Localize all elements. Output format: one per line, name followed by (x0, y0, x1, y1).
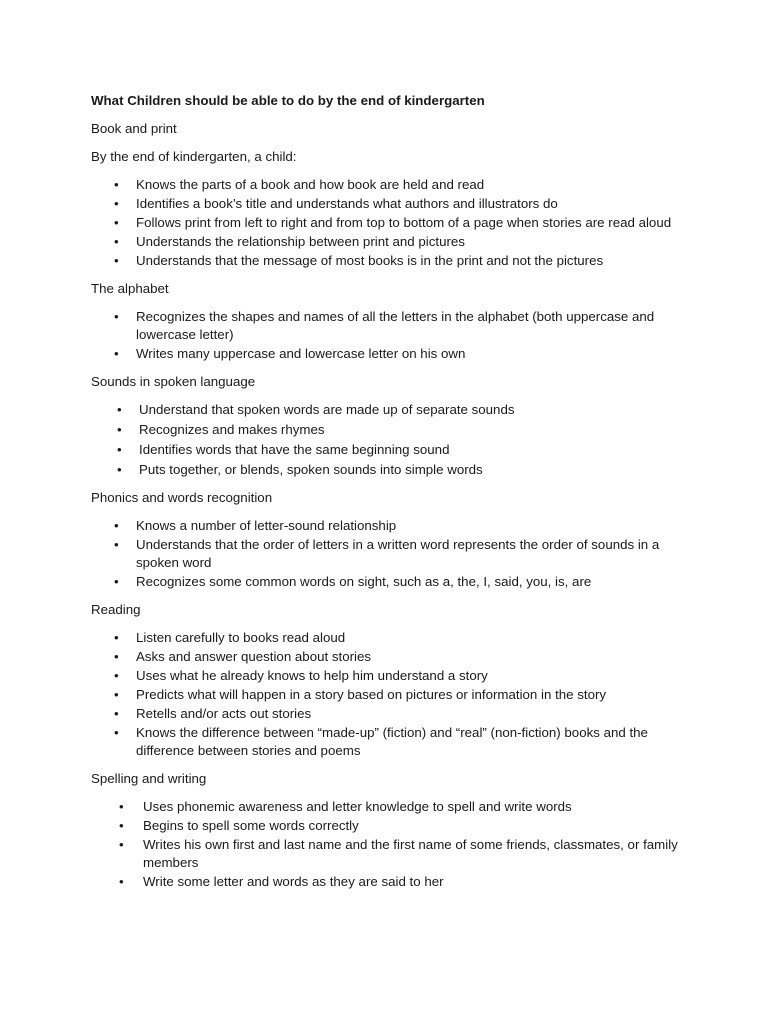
list-item (91, 517, 691, 535)
list-item-text: Writes many uppercase and lowercase letter on his own (136, 346, 466, 361)
list-item-text: Asks and answer question about stories (136, 649, 372, 664)
list-item (91, 667, 691, 685)
list-item-text: Puts together, or blends, spoken sounds into simple words (139, 462, 483, 477)
bullet-icon: • (114, 196, 119, 211)
list-item-text: Write some letter and words as they are said to her (143, 874, 444, 889)
list-item (91, 836, 691, 872)
list-item (91, 629, 691, 647)
bullet-list-spelling (91, 798, 691, 891)
bullet-icon: • (114, 668, 119, 683)
list-item (91, 441, 691, 459)
bullet-icon: • (117, 442, 122, 457)
document-page (91, 92, 691, 901)
list-item-text: Understand that spoken words are made up of separate sounds (139, 402, 515, 417)
list-item (91, 873, 691, 891)
section-heading-reading: Reading (91, 602, 141, 617)
list-item-text: Retells and/or acts out stories (136, 706, 312, 721)
list-item (91, 573, 691, 591)
intro-text: By the end of kindergarten, a child: (91, 149, 297, 164)
list-item (91, 705, 691, 723)
bullet-icon: • (114, 518, 119, 533)
list-item (91, 308, 691, 344)
bullet-list-sounds (91, 401, 691, 479)
bullet-icon: • (119, 874, 124, 889)
list-item (91, 176, 691, 194)
list-item-text: Recognizes the shapes and names of all the letters in the alphabet (both uppercase and lowercase letter) (136, 309, 655, 342)
list-item-text: Knows a number of letter-sound relationship (136, 518, 397, 533)
list-item (91, 345, 691, 363)
list-item-text: Listen carefully to books read aloud (136, 630, 346, 645)
list-item (91, 214, 691, 232)
list-item-text: Identifies a book’s title and understands what authors and illustrators do (136, 196, 558, 211)
bullet-icon: • (114, 687, 119, 702)
section-heading-sounds: Sounds in spoken language (91, 374, 256, 389)
bullet-icon: • (114, 309, 119, 324)
list-item (91, 421, 691, 439)
bullet-list-alphabet (91, 308, 691, 363)
list-item-text: Recognizes and makes rhymes (139, 422, 325, 437)
bullet-icon: • (119, 818, 124, 833)
list-item-text: Understands the relationship between print and pictures (136, 234, 465, 249)
bullet-icon: • (114, 253, 119, 268)
list-item (91, 686, 691, 704)
bullet-icon: • (119, 837, 124, 852)
bullet-icon: • (117, 462, 122, 477)
list-item (91, 233, 691, 251)
bullet-icon: • (119, 799, 124, 814)
list-item-text: Identifies words that have the same beginning sound (139, 442, 450, 457)
list-item (91, 648, 691, 666)
section-heading-phonics: Phonics and words recognition (91, 490, 273, 505)
list-item-text: Understands that the message of most books is in the print and not the pictures (136, 253, 604, 268)
list-item (91, 724, 691, 760)
list-item (91, 401, 691, 419)
bullet-icon: • (114, 725, 119, 740)
list-item-text: Follows print from left to right and from top to bottom of a page when stories are read aloud (136, 215, 672, 230)
list-item-text: Understands that the order of letters in a written word represents the order of sounds in a spoken word (136, 537, 660, 570)
list-item-text: Knows the difference between “made-up” (fiction) and “real” (non-fiction) books and the difference between stories and poems (136, 725, 648, 758)
list-item-text: Predicts what will happen in a story based on pictures or information in the story (136, 687, 607, 702)
bullet-icon: • (117, 402, 122, 417)
section-heading-spelling: Spelling and writing (91, 771, 207, 786)
bullet-list-book-and-print (91, 176, 691, 270)
list-item-text: Uses what he already knows to help him understand a story (136, 668, 488, 683)
list-item (91, 536, 691, 572)
list-item-text: Recognizes some common words on sight, such as a, the, I, said, you, is, are (136, 574, 592, 589)
list-item (91, 798, 691, 816)
list-item (91, 461, 691, 479)
bullet-icon: • (114, 177, 119, 192)
bullet-icon: • (114, 706, 119, 721)
list-item-text: Knows the parts of a book and how book are held and read (136, 177, 485, 192)
bullet-icon: • (117, 422, 122, 437)
list-item (91, 252, 691, 270)
list-item (91, 817, 691, 835)
list-item-text: Writes his own first and last name and the first name of some friends, classmates, or family members (143, 837, 678, 870)
bullet-icon: • (114, 649, 119, 664)
bullet-icon: • (114, 234, 119, 249)
bullet-icon: • (114, 574, 119, 589)
list-item-text: Begins to spell some words correctly (143, 818, 359, 833)
bullet-icon: • (114, 630, 119, 645)
section-heading-book-and-print: Book and print (91, 121, 177, 136)
bullet-list-reading (91, 629, 691, 760)
list-item (91, 195, 691, 213)
bullet-icon: • (114, 215, 119, 230)
document-title: What Children should be able to do by the end of kindergarten (91, 93, 485, 108)
bullet-icon: • (114, 346, 119, 361)
bullet-icon: • (114, 537, 119, 552)
list-item-text: Uses phonemic awareness and letter knowledge to spell and write words (143, 799, 572, 814)
bullet-list-phonics (91, 517, 691, 591)
section-heading-alphabet: The alphabet (91, 281, 169, 296)
